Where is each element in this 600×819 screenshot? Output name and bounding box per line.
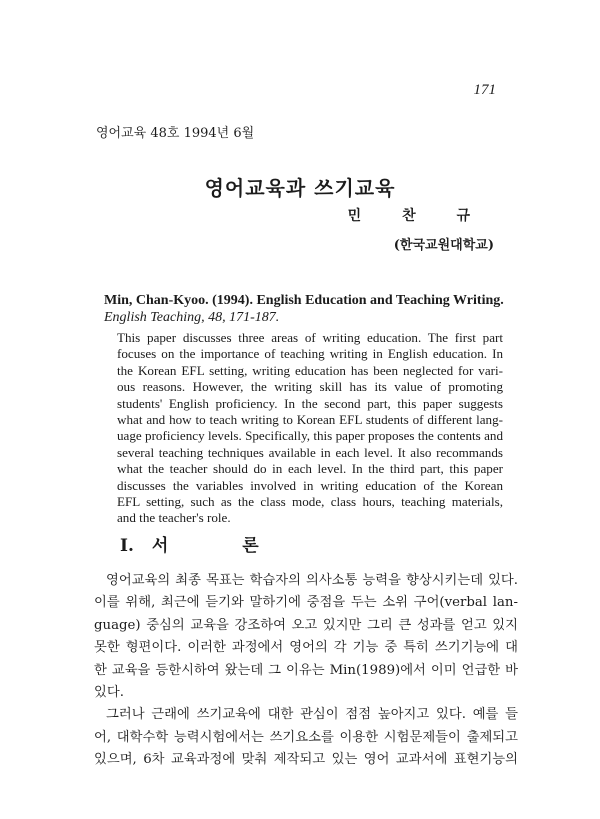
section-number: I. — [120, 536, 134, 556]
abstract-line: the Korean EFL setting, writing education has been neglected for vari- — [117, 362, 503, 378]
journal-info: 영어교육 48호 1994년 6월 — [96, 126, 255, 141]
section-title: 서 론 — [151, 536, 293, 556]
abstract-line: students' English proficiency. In the second part, this paper suggests — [117, 395, 503, 411]
body-line: guage) 중심의 교육을 강조하여 오고 있지만 그리 큰 성과를 얻고 있지 — [94, 617, 518, 633]
abstract-line: uage proficiency levels. Specifically, this paper proposes the contents and — [117, 428, 503, 444]
abstract-line: focuses on the importance of teaching writing in English education. In — [117, 346, 503, 362]
body-line: 이를 위해, 최근에 듣기와 말하기에 중점을 두는 소위 구어(verbal lan- — [94, 595, 518, 611]
page-number: 171 — [473, 82, 496, 98]
section-heading — [120, 531, 293, 556]
abstract-line: several teaching techniques available in each level. It also recommands — [117, 444, 503, 460]
abstract-line: ous reasons. However, the writing skill has its value of promoting — [117, 379, 503, 395]
body-line: 그러나 근래에 쓰기교육에 대한 관심이 점점 높아지고 있다. 예를 들 — [106, 707, 518, 723]
paper-title: 영어교육과 쓰기교육 — [204, 176, 396, 200]
abstract-line: discusses the variables involved in writing education of the Korean — [117, 477, 503, 493]
author-name: 민 찬 규 — [347, 208, 488, 224]
body-line: 영어교육의 최종 목표는 학습자의 의사소통 능력을 향상시키는데 있다. — [106, 573, 518, 588]
abstract-line: This paper discusses three areas of writing education. The first part — [117, 330, 503, 345]
citation-source: English Teaching, 48, 171-187. — [104, 310, 280, 325]
body-line: 있으며, 6차 교육과정에 맞춰 제작되고 있는 영어 교과서에 표현기능의 — [94, 752, 518, 768]
body-line: 있다. — [94, 684, 124, 700]
abstract-line: what the teacher should do in each level. In the third part, this paper — [117, 461, 503, 477]
abstract-line: and the teacher's role. — [117, 510, 231, 526]
abstract — [117, 330, 503, 527]
body-line: 한 교육을 등한시하여 왔는데 그 이유는 Min(1989)에서 이미 언급한 바 — [94, 662, 518, 678]
body-text — [94, 570, 518, 772]
body-line: 못한 형편이다. 이러한 과정에서 영어의 각 기능 중 특히 쓰기기능에 대 — [94, 640, 518, 656]
abstract-line: what and how to teach writing to Korean EFL students of different lang- — [117, 411, 503, 427]
body-line: 어, 대학수학 능력시험에서는 쓰기요소를 이용한 시험문제들이 출제되고 — [94, 729, 518, 745]
citation — [104, 292, 502, 326]
abstract-line: EFL setting, such as the class mode, class hours, teaching materials, — [117, 493, 503, 509]
citation-line: Min, Chan-Kyoo. (1994). English Education and Teaching Writing. — [104, 293, 504, 308]
author-affiliation: (한국교원대학교) — [393, 238, 494, 253]
